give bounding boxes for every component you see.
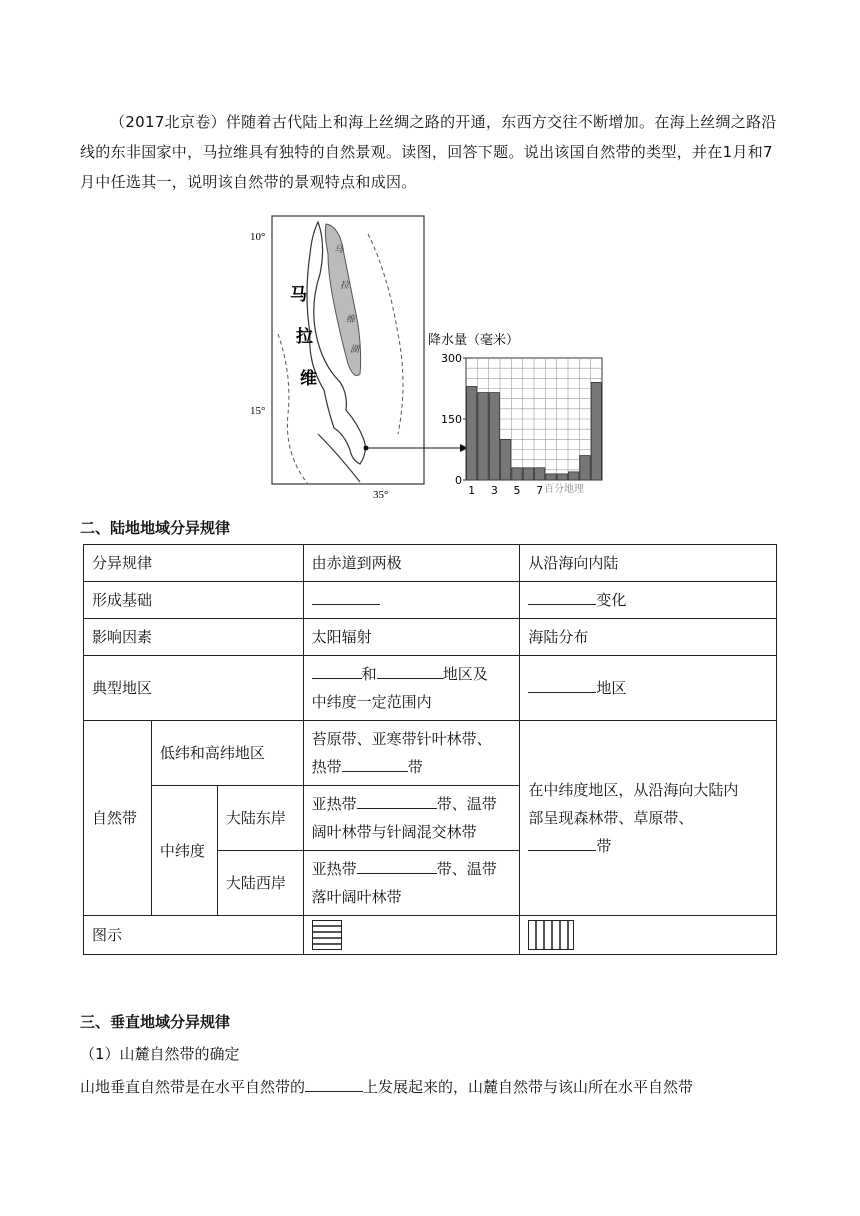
precip-bar-6 (523, 468, 533, 480)
cell-basis-c2 (303, 582, 520, 619)
precip-bar-9 (557, 474, 567, 480)
precip-bar-8 (546, 474, 556, 480)
x-tick-5: 5 (513, 484, 521, 497)
section2-title: 二、陆地地域分异规律 (80, 519, 231, 537)
y-tick-0: 0 (455, 474, 462, 487)
lake-char-1: 马 (334, 245, 344, 255)
table-row-lowhigh (84, 721, 777, 786)
cell-lowhigh-c2: 苔原带、亚寒带针叶林带、 热带 带 (303, 721, 520, 786)
cell-factor-c2: 太阳辐射 (303, 619, 520, 656)
precip-bar-4 (501, 439, 511, 480)
y-tick-300: 300 (441, 352, 462, 365)
table-row-region (84, 656, 777, 721)
lake-char-4: 湖 (350, 345, 360, 355)
precip-bar-12 (591, 382, 601, 480)
cell-legend-c3 (520, 916, 777, 955)
precip-bar-5 (512, 468, 522, 480)
cell-factor-c3: 海陆分布 (520, 619, 777, 656)
cell-legend-c2 (303, 916, 520, 955)
cell-east-label: 大陆东岸 (217, 786, 303, 851)
subsection-1-title: （1）山麓自然带的确定 (80, 1045, 240, 1063)
section3-title: 三、垂直地域分异规律 (80, 1013, 231, 1031)
table-row-header (84, 545, 777, 582)
cell-west-c2: 亚热带 带、温带 落叶阔叶林带 (303, 851, 520, 916)
zonation-table (83, 544, 777, 955)
cell-header-c2: 由赤道到两极 (303, 545, 520, 582)
precip-bar-1 (467, 386, 477, 480)
precip-bar-10 (569, 472, 579, 480)
country-char-3: 维 (300, 369, 317, 389)
cell-header-label: 分异规律 (84, 545, 304, 582)
watermark-text: 百分地理 (544, 484, 584, 495)
country-char-1: 马 (290, 285, 307, 305)
cell-region-c3: 地区 (520, 656, 777, 721)
cell-header-c3: 从沿海向内陆 (520, 545, 777, 582)
precipitation-chart (428, 332, 602, 497)
blank-basis-c2 (312, 588, 380, 605)
precip-bar-11 (580, 456, 590, 480)
blank-basis-c3 (528, 588, 596, 605)
cell-region-label: 典型地区 (84, 656, 304, 721)
cell-lowhigh-label: 低纬和高纬地区 (151, 721, 303, 786)
y-tick-150: 150 (441, 413, 462, 426)
lake-char-3: 维 (346, 315, 356, 325)
legend-vertical-stripes (528, 920, 574, 950)
cell-region-c2: 和 地区及 中纬度一定范围内 (303, 656, 520, 721)
cell-basis-c3: 变化 (520, 582, 777, 619)
precip-bar-2 (478, 393, 488, 480)
cell-west-label: 大陆西岸 (217, 851, 303, 916)
legend-horizontal-stripes (312, 920, 342, 950)
station-dot (364, 446, 369, 451)
precip-bar-7 (535, 468, 545, 480)
paragraph-vertical: 山地垂直自然带是在水平自然带的 上发展起来的，山麓自然带与该山所在水平自然带 (80, 1075, 693, 1097)
malawi-figure (248, 214, 612, 500)
cell-east-c2: 亚热带 带、温带 阔叶林带与针阔混交林带 (303, 786, 520, 851)
lake-char-2: 拉 (340, 281, 350, 291)
x-tick-1: 1 (468, 484, 476, 497)
cell-factor-label: 影响因素 (84, 619, 304, 656)
x-tick-3: 3 (490, 484, 498, 497)
cell-mid-label: 中纬度 (151, 786, 217, 916)
lat-15-label: 15° (250, 405, 266, 417)
table-row-legend (84, 916, 777, 955)
chart-ylabel: 降水量（毫米） (428, 333, 520, 348)
precip-bar-3 (489, 393, 499, 480)
table-row-basis (84, 582, 777, 619)
x-tick-7: 7 (536, 484, 544, 497)
question-text: （2017北京卷）伴随着古代陆上和海上丝绸之路的开通，东西方交往不断增加。在海上丝绸之路沿线的东非国家中，马拉维具有独特的自然景观。读图，回答下题。说出该国自然带的类型，并在1月和7月中任选其一，说明该自然带的景观特点和成因。 (80, 113, 777, 191)
cell-basis-label: 形成基础 (84, 582, 304, 619)
country-char-2: 拉 (296, 327, 313, 347)
lat-10-label: 10° (250, 231, 266, 243)
cell-zone-c3: 在中纬度地区，从沿海向大陆内 部呈现森林带、草原带、 带 (520, 721, 777, 916)
cell-zone-label: 自然带 (84, 721, 152, 916)
table-row-factor (84, 619, 777, 656)
cell-legend-label: 图示 (84, 916, 304, 955)
lon-35-label: 35° (373, 489, 389, 500)
blank-para (305, 1075, 363, 1092)
